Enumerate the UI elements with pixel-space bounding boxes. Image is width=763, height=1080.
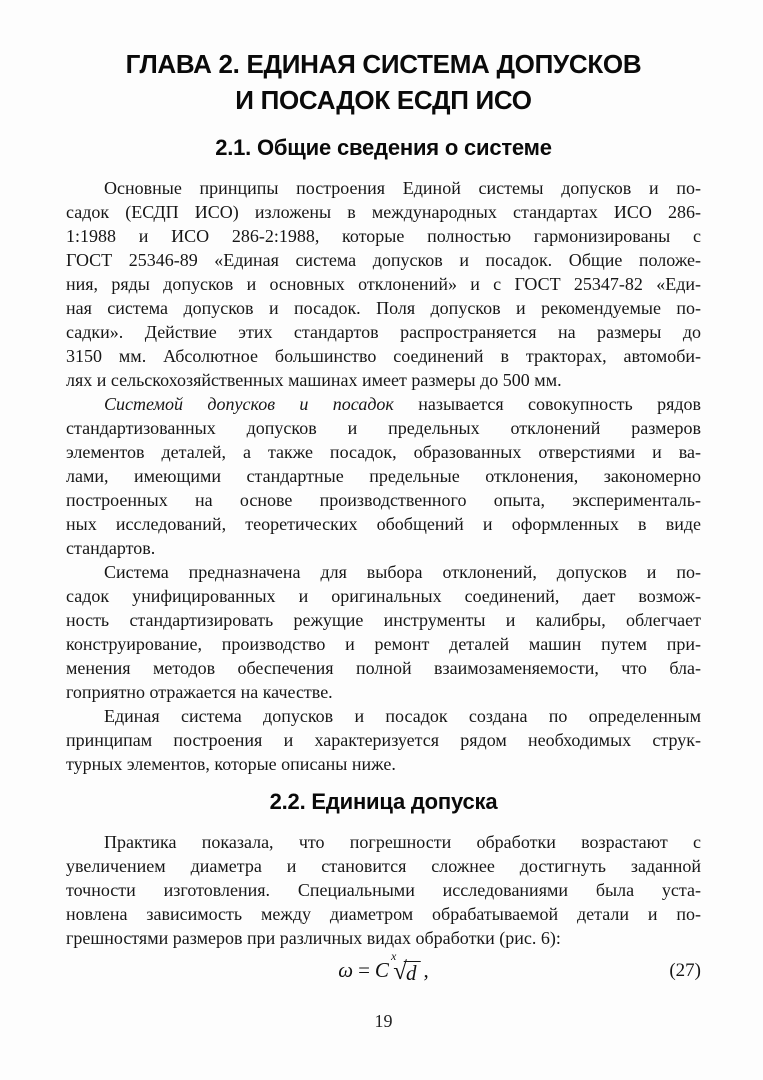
- text-line: [66, 704, 701, 728]
- text-line: [66, 296, 701, 320]
- text-segment: ность стандартизировать режущие инструменты и калибры, облегчает: [66, 610, 701, 630]
- text-segment: элементов деталей, а также посадок, образованных отверстиями и ва-: [66, 442, 701, 462]
- text-segment: Основные принципы построения Единой системы допусков и по-: [104, 178, 701, 198]
- text-segment: садки». Действие этих стандартов распространяется на размеры до: [66, 322, 701, 342]
- text-segment: 3150 мм. Абсолютное большинство соединений в тракторах, автомоби-: [66, 346, 701, 366]
- formula-coefficient: C: [374, 958, 389, 982]
- text-line: [66, 344, 701, 368]
- text-line: [66, 248, 701, 272]
- text-line: [66, 368, 701, 392]
- text-line: [66, 560, 701, 584]
- paragraph-practice: [66, 830, 701, 950]
- text-line: [66, 512, 701, 536]
- text-line: [66, 632, 701, 656]
- text-segment: точности изготовления. Специальными исследованиями была уста-: [66, 880, 701, 900]
- text-segment: Практика показала, что погрешности обработки возрастают с: [104, 832, 701, 852]
- section-heading-2-1: 2.1. Общие сведения о системе: [215, 135, 552, 160]
- text-line: [66, 854, 701, 878]
- text-segment: Единая система допусков и посадок создана по определенным: [104, 706, 701, 726]
- text-segment: садок (ЕСДП ИСО) изложены в международных стандартах ИСО 286-: [66, 202, 701, 222]
- text-segment: грешностями размеров при различных видах обработки (рис. 6):: [66, 928, 561, 948]
- text-segment: ния, ряды допусков и основных отклонений» и с ГОСТ 25347-82 «Еди-: [66, 274, 701, 294]
- text-line: [66, 200, 701, 224]
- radical-expression: [390, 949, 421, 985]
- formula-omega: ω: [338, 958, 354, 982]
- text-line: [66, 830, 701, 854]
- text-line: [66, 902, 701, 926]
- chapter-title-line1: ГЛАВА 2. ЕДИНАЯ СИСТЕМА ДОПУСКОВ: [125, 49, 642, 79]
- text-line: [66, 878, 701, 902]
- text-line: [66, 416, 701, 440]
- text-segment: 1:1988 и ИСО 286-2:1988, которые полностью гармонизированы с: [66, 226, 701, 246]
- text-segment: новлена зависимость между диаметром обрабатываемой детали и по-: [66, 904, 701, 924]
- paragraph-system-structure: [66, 704, 701, 776]
- equation-number: (27): [669, 960, 701, 981]
- paragraph-system-purpose: [66, 560, 701, 704]
- text-line: [66, 656, 701, 680]
- text-segment: гоприятно отражается на качестве.: [66, 682, 333, 702]
- text-segment: Система предназначена для выбора отклонений, допусков и по-: [104, 562, 701, 582]
- emphasized-term: Системой допусков и посадок: [104, 394, 394, 414]
- text-line: [66, 392, 701, 416]
- radical-sign-icon: √: [393, 958, 407, 985]
- text-line: [66, 224, 701, 248]
- formula-row: [66, 949, 701, 998]
- text-line: [66, 176, 701, 200]
- text-segment: лях и сельскохозяйственных машинах имеет размеры до 500 мм.: [66, 370, 562, 390]
- text-line: [66, 608, 701, 632]
- text-segment: лами, имеющими стандартные предельные отклонения, закономерно: [66, 466, 701, 486]
- chapter-title-line2: И ПОСАДОК ЕСДП ИСО: [235, 85, 532, 115]
- text-segment: менения методов обеспечения полной взаимозаменяемости, что бла-: [66, 658, 701, 678]
- text-line: [66, 440, 701, 464]
- text-segment: построенных на основе производственного опыта, эксперименталь-: [66, 490, 701, 510]
- text-segment: садок унифицированных и оригинальных соединений, дает возмож-: [66, 586, 701, 606]
- text-segment: турных элементов, которые описаны ниже.: [66, 754, 396, 774]
- text-segment: называется совокупность рядов: [393, 394, 701, 414]
- text-line: [66, 272, 701, 296]
- text-line: [66, 680, 701, 704]
- section-heading-2-2: 2.2. Единица допуска: [269, 789, 498, 814]
- chapter-title: [66, 0, 701, 118]
- tolerance-unit-formula: [338, 949, 429, 985]
- text-segment: принципам построения и характеризуется рядом необходимых струк-: [66, 730, 701, 750]
- text-segment: ГОСТ 25346-89 «Единая система допусков и посадок. Общие положе-: [66, 250, 701, 270]
- text-segment: увеличением диаметра и становится сложнее достигнуть заданной: [66, 856, 701, 876]
- text-segment: конструирование, производство и ремонт деталей машин путем при-: [66, 634, 701, 654]
- text-segment: ная система допусков и посадок. Поля допусков и рекомендуемые по-: [66, 298, 701, 318]
- text-line: [66, 926, 701, 950]
- formula-equals: =: [358, 958, 370, 982]
- paragraph-system-definition: [66, 392, 701, 560]
- text-segment: ных исследований, теоретических обобщений и оформленных в виде: [66, 514, 701, 534]
- text-line: [66, 728, 701, 752]
- formula-comma: ,: [423, 958, 429, 982]
- text-line: [66, 320, 701, 344]
- root-index: x: [390, 949, 397, 963]
- paragraph-main-principles: [66, 176, 701, 392]
- text-line: [66, 584, 701, 608]
- radicand: d: [404, 961, 421, 984]
- page-number: 19: [374, 1011, 393, 1031]
- text-line: [66, 488, 701, 512]
- text-line: [66, 752, 701, 776]
- text-line: [66, 536, 701, 560]
- text-segment: стандартизованных допусков и предельных отклонений размеров: [66, 418, 701, 438]
- text-line: [66, 464, 701, 488]
- text-segment: стандартов.: [66, 538, 156, 558]
